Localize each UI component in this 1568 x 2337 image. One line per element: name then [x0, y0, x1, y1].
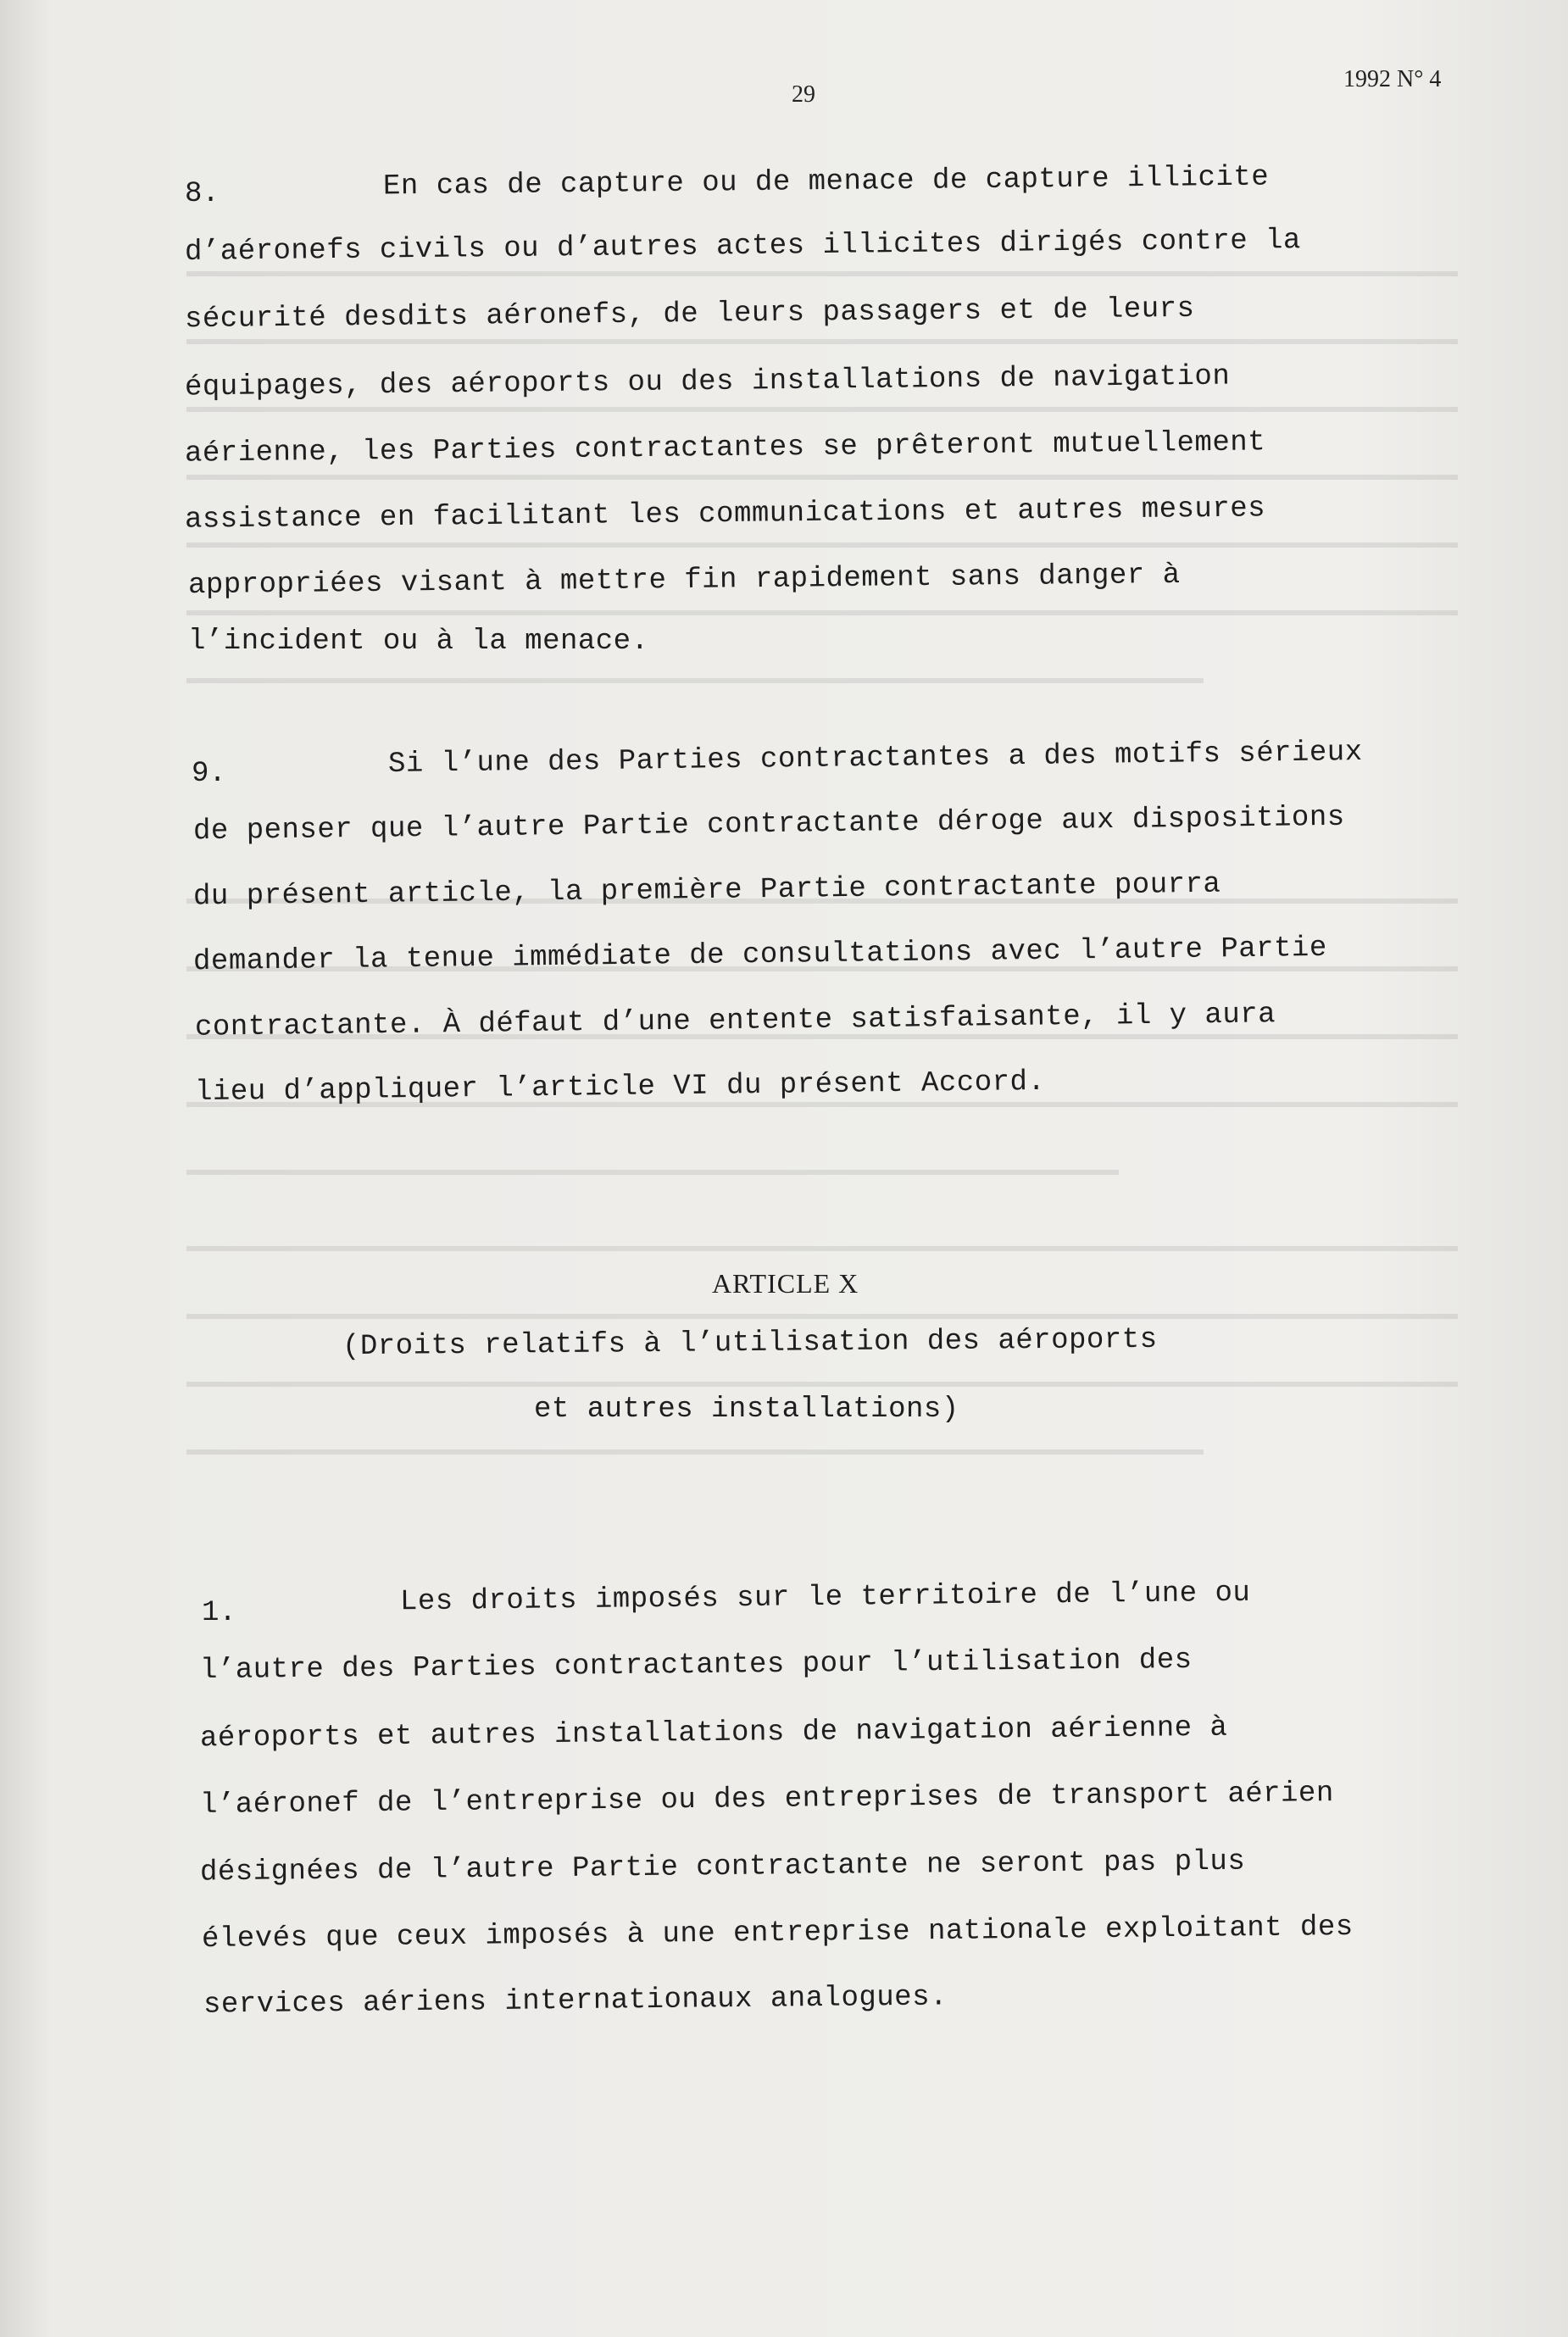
text-line: Si l’une des Parties contractantes a des motifs sérieux — [387, 736, 1363, 782]
text-line: contractante. À défaut d’une entente satisfaisante, il y aura — [194, 999, 1276, 1044]
text-line: l’aéronef de l’entreprise ou des entreprises de transport aérien — [199, 1777, 1334, 1822]
issue-number: 1992 N° 4 — [1343, 66, 1442, 92]
text-line: sécurité desdits aéronefs, de leurs passagers et de leurs — [184, 292, 1195, 337]
text-line: aérienne, les Parties contractantes se prêteront mutuellement — [184, 426, 1266, 470]
text-line: aéroports et autres installations de navigation aérienne à — [199, 1711, 1228, 1756]
text-line: Les droits imposés sur le territoire de l’une ou — [399, 1577, 1251, 1619]
article-subtitle: et autres installations) — [534, 1394, 959, 1426]
text-line: En cas de capture ou de menace de capture illicite — [382, 161, 1270, 203]
text-line: assistance en facilitant les communications et autres mesures — [184, 492, 1266, 537]
article-subtitle: (Droits relatifs à l’utilisation des aéroports — [342, 1323, 1158, 1364]
text-line: équipages, des aéroports ou des installations de navigation — [184, 360, 1231, 404]
paragraph-number: 1. — [202, 1597, 236, 1629]
paragraph-number: 8. — [185, 178, 220, 210]
text-line: l’autre des Parties contractantes pour l’utilisation des — [199, 1644, 1193, 1688]
text-line: du présent article, la première Partie contractante pourra — [192, 868, 1221, 914]
text-line: désignées de l’autre Partie contractante ne seront pas plus — [199, 1845, 1246, 1889]
article-title: ARTICLE X — [712, 1268, 859, 1299]
text-line: l’incident ou à la menace. — [188, 626, 649, 658]
text-line: services aériens internationaux analogues. — [203, 1981, 948, 2022]
text-line: demander la tenue immédiate de consultations avec l’autre Partie — [192, 932, 1327, 979]
text-line: d’aéronefs civils ou d’autres actes illicites dirigés contre la — [184, 225, 1302, 269]
text-line: élevés que ceux imposés à une entreprise nationale exploitant des — [201, 1911, 1354, 1956]
text-line: de penser que l’autre Partie contractante déroge aux dispositions — [192, 801, 1345, 849]
text-line: lieu d’appliquer l’article VI du présent Accord. — [194, 1066, 1046, 1110]
paragraph-number: 9. — [192, 758, 226, 790]
text-line: appropriées visant à mettre fin rapidement sans danger à — [187, 559, 1181, 603]
page-number: 29 — [792, 81, 815, 108]
